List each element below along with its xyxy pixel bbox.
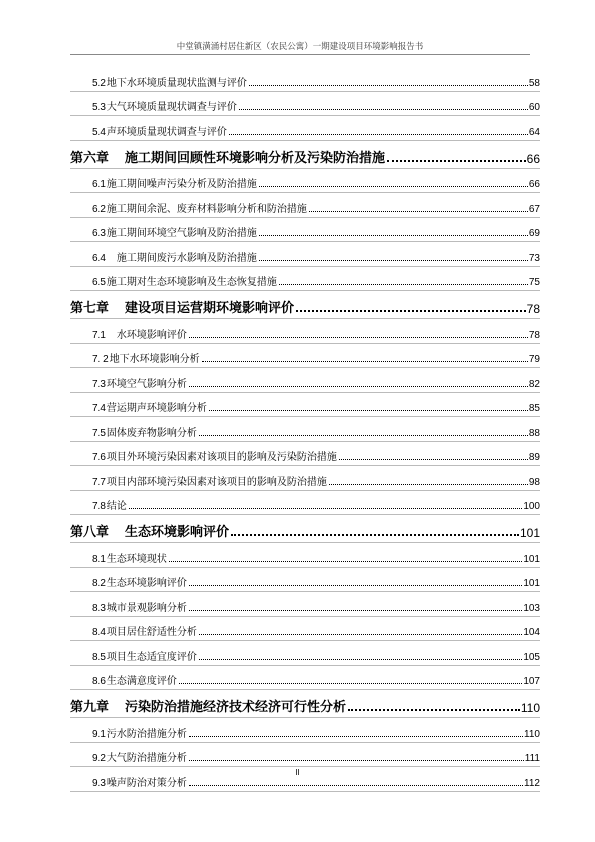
toc-entry-number: 8.1 <box>92 553 106 565</box>
toc-entry-title <box>92 599 187 614</box>
toc-entry-text: 城市景观影响分析 <box>106 602 187 614</box>
toc-entry-title <box>92 74 247 89</box>
toc-section-entry[interactable] <box>70 463 540 488</box>
toc-entry-number: 8.4 <box>92 627 106 638</box>
dot-leader <box>259 235 528 236</box>
toc-section-entry[interactable] <box>70 239 540 264</box>
toc-page-number: 88 <box>528 427 540 439</box>
toc-entry-number: 7.5 <box>92 427 106 439</box>
toc-page-number: 111 <box>524 753 540 764</box>
toc-page-number: 58 <box>528 77 540 89</box>
toc-page-number: 105 <box>523 651 540 663</box>
toc-entry-number: 7.4 <box>92 403 106 414</box>
toc-entry-title <box>70 696 346 715</box>
toc-entry-text: 项目居住舒适性分析 <box>106 627 197 638</box>
toc-entry-title <box>92 623 197 638</box>
toc-page-number: 79 <box>528 354 540 365</box>
dot-leader <box>348 709 520 711</box>
toc-page-number: 64 <box>528 126 540 138</box>
toc-entry-text: 施工期间回顾性环境影响分析及污染防治措施 <box>125 150 386 166</box>
toc-entry-number: 8.5 <box>92 651 106 663</box>
toc-section-entry[interactable] <box>70 540 540 565</box>
dot-leader <box>189 386 528 387</box>
dot-leader <box>296 310 526 312</box>
toc-entry-text: 结论 <box>106 501 127 512</box>
toc-entry-text: 固体废弃物影响分析 <box>106 427 197 439</box>
toc-entry-title <box>92 399 207 414</box>
toc-page-number: 110 <box>524 728 540 740</box>
toc-section-entry[interactable] <box>70 488 540 513</box>
toc-entry-number: 7.8 <box>92 501 106 512</box>
toc-section-entry[interactable] <box>70 740 540 765</box>
toc-entry-number: 第七章 <box>70 301 110 316</box>
toc-page-number: 101 <box>523 578 540 589</box>
toc-entry-text: 项目外环境污染因素对该项目的影响及污染防治措施 <box>106 452 337 463</box>
toc-section-entry[interactable] <box>70 439 540 464</box>
toc-section-entry[interactable] <box>70 715 540 740</box>
toc-entry-title <box>92 224 257 239</box>
dot-leader <box>199 435 528 436</box>
toc-section-entry[interactable] <box>70 638 540 663</box>
toc-chapter-entry[interactable] <box>70 288 540 316</box>
toc-entry-number: 5.2 <box>92 77 106 89</box>
dot-leader <box>129 508 522 509</box>
toc-section-entry[interactable] <box>70 365 540 390</box>
toc-entry-title <box>92 550 167 565</box>
toc-section-entry[interactable] <box>70 614 540 639</box>
dot-leader <box>231 534 519 536</box>
toc-entry-number: 8.6 <box>92 676 106 687</box>
toc-entry-number: 8.3 <box>92 602 106 614</box>
dot-leader <box>169 561 522 562</box>
toc-page-number: 78 <box>528 329 540 341</box>
toc-entry-text: 生态满意度评价 <box>106 676 177 687</box>
toc-section-entry[interactable] <box>70 64 540 89</box>
toc-entry-number: 第九章 <box>70 700 110 715</box>
toc-page-number: 66 <box>526 151 540 166</box>
toc-entry-number: 7.7 <box>92 476 106 488</box>
toc-entry-text: 生态环境现状 <box>106 553 167 565</box>
toc-page-number: 82 <box>528 378 540 390</box>
dot-leader <box>259 186 528 187</box>
toc-entry-title <box>92 672 177 687</box>
toc-page-number: 78 <box>526 302 540 316</box>
toc-entry-number: 9.2 <box>92 753 106 764</box>
toc-chapter-entry[interactable] <box>70 138 540 166</box>
toc-entry-title <box>92 424 197 439</box>
dot-leader <box>189 337 528 338</box>
toc-section-entry[interactable] <box>70 565 540 590</box>
toc-entry-title <box>92 725 187 740</box>
dot-leader <box>189 785 523 786</box>
toc-page-number: 100 <box>523 501 540 512</box>
toc-entry-number: 8.2 <box>92 578 106 589</box>
toc-page-number: 60 <box>528 102 540 113</box>
toc-entry-number: 5.4 <box>92 126 106 138</box>
toc-page-number: 85 <box>528 403 540 414</box>
dot-leader <box>189 760 524 761</box>
dot-leader <box>239 109 528 110</box>
toc-entry-title <box>92 326 187 341</box>
dot-leader <box>199 659 522 660</box>
toc-entry-text: 污染防治措施经济技术经济可行性分析 <box>125 700 347 715</box>
toc-entry-number: 7.3 <box>92 378 106 390</box>
toc-page-number: 67 <box>528 203 540 215</box>
toc-entry-title <box>92 98 237 113</box>
toc-entry-number: 6.5 <box>92 277 106 288</box>
toc-entry-number: 7.6 <box>92 452 106 463</box>
toc-entry-number: 6.3 <box>92 228 106 239</box>
toc-section-entry[interactable] <box>70 341 540 366</box>
toc-chapter-entry[interactable] <box>70 687 540 715</box>
dot-leader <box>199 634 522 635</box>
toc-entry-number: 5.3 <box>92 102 106 113</box>
toc-section-entry[interactable] <box>70 190 540 215</box>
toc-entry-title <box>92 200 307 215</box>
dot-leader <box>209 410 528 411</box>
toc-entry-title <box>92 175 257 190</box>
page-number: II <box>295 768 300 777</box>
toc-entry-title <box>92 273 277 288</box>
toc-entry-text: 施工期间环境空气影响及防治措施 <box>106 228 257 239</box>
toc-entry-number: 6.2 <box>92 203 106 215</box>
toc-page-number: 75 <box>528 277 540 288</box>
toc-section-entry[interactable] <box>70 264 540 289</box>
toc-entry-title <box>92 123 227 138</box>
dot-leader <box>309 211 528 212</box>
dot-leader <box>259 260 528 261</box>
toc-entry-title <box>92 497 127 512</box>
toc-entry-title <box>70 521 229 540</box>
toc-entry-title <box>92 574 187 589</box>
toc-entry-number: 第八章 <box>70 525 110 540</box>
toc-chapter-entry[interactable] <box>70 512 540 540</box>
dot-leader <box>339 459 528 460</box>
toc-entry-title <box>92 648 197 663</box>
toc-entry-number: 9.3 <box>92 777 106 789</box>
dot-leader <box>202 361 528 362</box>
toc-page-number: 110 <box>520 701 540 715</box>
toc-entry-text: 水环境影响评价 <box>106 329 187 341</box>
dot-leader <box>189 610 522 611</box>
toc-page-number: 112 <box>524 777 540 789</box>
toc-entry-text: 大气环境质量现状调查与评价 <box>106 102 237 113</box>
toc-page-number: 89 <box>528 452 540 463</box>
toc-section-entry[interactable] <box>70 589 540 614</box>
table-of-contents <box>70 64 540 789</box>
toc-entry-text: 施工期间废污水影响及防治措施 <box>106 252 257 264</box>
toc-entry-title <box>92 375 187 390</box>
toc-entry-text: 项目内部环境污染因素对该项目的影响及防治措施 <box>106 476 327 488</box>
toc-entry-number: 6.1 <box>92 179 106 190</box>
toc-section-entry[interactable] <box>70 390 540 415</box>
toc-entry-number: 7.1 <box>92 329 106 341</box>
toc-entry-title <box>92 249 257 264</box>
toc-entry-text: 施工期间噪声污染分析及防治措施 <box>106 179 257 190</box>
toc-page-number: 101 <box>523 553 540 565</box>
toc-entry-text: 建设项目运营期环境影响评价 <box>125 301 295 316</box>
dot-leader <box>249 85 528 86</box>
toc-entry-number: 9.1 <box>92 728 106 740</box>
toc-entry-text: 施工期间余泥、废弃材料影响分析和防治措施 <box>106 203 307 215</box>
toc-section-entry[interactable] <box>70 215 540 240</box>
toc-entry-title <box>92 473 327 488</box>
toc-section-entry[interactable] <box>70 316 540 341</box>
toc-entry-title <box>92 749 187 764</box>
toc-entry-text: 施工期对生态环境影响及生态恢复措施 <box>106 277 277 288</box>
toc-entry-text: 声环境质量现状调查与评价 <box>106 126 227 138</box>
toc-entry-title <box>70 147 385 166</box>
toc-section-entry[interactable] <box>70 89 540 114</box>
toc-section-entry[interactable] <box>70 113 540 138</box>
dot-leader <box>179 683 522 684</box>
toc-entry-title <box>92 448 337 463</box>
toc-entry-text: 噪声防治对策分析 <box>106 777 187 789</box>
toc-page-number: 66 <box>528 179 540 190</box>
header-rule <box>70 54 530 55</box>
toc-entry-text: 生态环境影响评价 <box>106 578 187 589</box>
toc-page-number: 104 <box>523 627 540 638</box>
dot-leader <box>189 736 523 737</box>
toc-entry-text: 营运期声环境影响分析 <box>106 403 207 414</box>
toc-page-number: 107 <box>523 676 540 687</box>
toc-section-entry[interactable] <box>70 663 540 688</box>
dot-leader <box>329 484 528 485</box>
toc-page-number: 69 <box>528 228 540 239</box>
toc-entry-number: 6.4 <box>92 252 106 264</box>
toc-page-number: 103 <box>523 602 540 614</box>
toc-entry-text: 生态环境影响评价 <box>125 525 230 540</box>
toc-entry-title <box>70 297 294 316</box>
toc-entry-text: 地下水环境质量现状监测与评价 <box>106 77 247 89</box>
dot-leader <box>387 160 526 162</box>
toc-entry-text: 地下水环境影响分析 <box>109 354 200 365</box>
toc-entry-text: 污水防治措施分析 <box>106 728 187 740</box>
toc-section-entry[interactable] <box>70 166 540 191</box>
dot-leader <box>189 585 522 586</box>
toc-page-number: 101 <box>519 526 540 540</box>
toc-entry-title <box>92 350 200 365</box>
dot-leader <box>279 284 528 285</box>
running-header: 中堂镇潢涌村居住新区（农民公寓）一期建设项目环境影响报告书 <box>176 42 424 52</box>
toc-entry-text: 项目生态适宜度评价 <box>106 651 197 663</box>
row-separator <box>70 791 540 792</box>
toc-entry-number: 7. 2 <box>92 354 109 365</box>
dot-leader <box>229 134 528 135</box>
toc-page-number: 73 <box>528 252 540 264</box>
toc-section-entry[interactable] <box>70 414 540 439</box>
toc-entry-text: 环境空气影响分析 <box>106 378 187 390</box>
toc-entry-text: 大气防治措施分析 <box>106 753 187 764</box>
toc-entry-number: 第六章 <box>70 150 110 166</box>
toc-page-number: 98 <box>528 476 540 488</box>
